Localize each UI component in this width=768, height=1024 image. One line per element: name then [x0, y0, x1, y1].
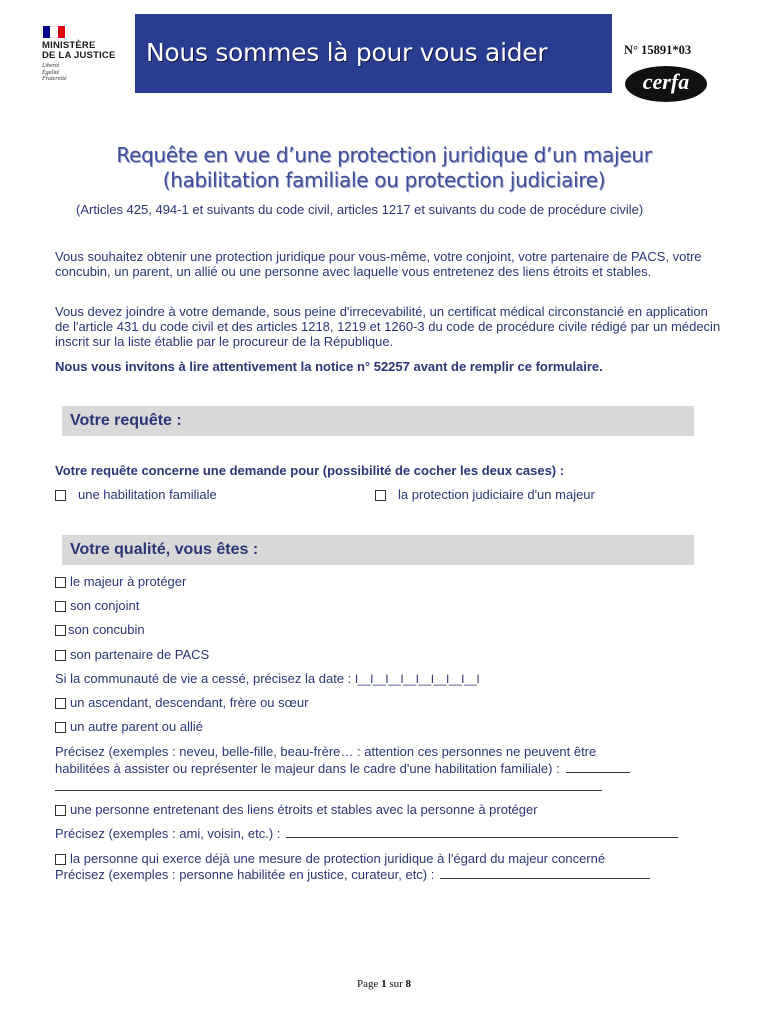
option-mesure-existante[interactable]	[55, 850, 605, 867]
option-label: son partenaire de PACS	[70, 647, 210, 662]
option-label: son conjoint	[70, 598, 140, 613]
option-label: le majeur à protéger	[70, 574, 187, 589]
option-autre-parent[interactable]	[55, 718, 203, 735]
checkbox[interactable]	[55, 577, 66, 588]
option-ascendant[interactable]	[55, 694, 308, 711]
header-banner	[135, 14, 612, 93]
precise-liens-row	[55, 825, 678, 842]
checkbox[interactable]	[55, 625, 66, 636]
date-field[interactable]: I__I__I__I__I__I__I__I__I	[354, 672, 480, 686]
french-flag-icon	[43, 26, 65, 38]
cerfa-logo-text: cerfa	[642, 69, 690, 94]
motto-egalite: Égalité	[42, 69, 60, 76]
requete-question: Votre requête concerne une demande pour (possibilité de cocher les deux cases) :	[55, 463, 565, 478]
page-word: Page	[356, 978, 379, 990]
precise-parent-field-continued[interactable]	[55, 790, 602, 791]
separation-date-row	[55, 670, 479, 688]
legal-references: (Articles 425, 494-1 et suivants du code civil, articles 1217 et suivants du code de procédure civile)	[76, 202, 644, 217]
banner-text: Nous sommes là pour vous aider	[146, 38, 548, 67]
precise-liens-label: Précisez (exemples : ami, voisin, etc.) :	[55, 826, 281, 841]
page-footer	[0, 978, 768, 990]
checkbox[interactable]	[55, 698, 66, 709]
precise-parent-field[interactable]	[566, 760, 630, 773]
checkbox[interactable]	[55, 650, 66, 661]
ministry-logo	[42, 26, 128, 86]
page-number: 1	[381, 978, 387, 990]
precise-mesure-field[interactable]	[440, 866, 650, 879]
cerfa-number: N° 15891*03	[624, 43, 692, 57]
precise-mesure-row	[55, 866, 650, 883]
precise-parent-line1: Précisez (exemples : neveu, belle-fille, beau-frère… : attention ces personnes ne peuvent être	[55, 744, 597, 759]
document-title	[0, 143, 768, 193]
checkbox[interactable]	[55, 601, 66, 612]
checkbox[interactable]	[55, 490, 66, 501]
title-line2: (habilitation familiale ou protection judiciaire)	[162, 168, 606, 192]
option-protection-judiciaire[interactable]	[375, 486, 595, 503]
intro-paragraph-1: Vous souhaitez obtenir une protection juridique pour vous-même, votre conjoint, votre partenaire de PACS, votre concubin, un parent, un allié ou une personne avec laquelle vous entretenez des liens étroits et stables.	[55, 249, 702, 279]
precise-parent-label: habilitées à assister ou représenter le majeur dans le cadre d'une habilitation familiale) :	[55, 761, 560, 776]
option-label: un ascendant, descendant, frère ou sœur	[70, 695, 309, 710]
page-total: 8	[405, 978, 412, 990]
cerfa-logo	[625, 66, 707, 102]
precise-liens-field[interactable]	[286, 825, 678, 838]
option-pacs[interactable]	[55, 646, 209, 663]
date-label: Si la communauté de vie a cessé, précisez la date :	[55, 671, 352, 686]
option-label: la personne qui exerce déjà une mesure de protection juridique à l'égard du majeur concerné	[70, 851, 606, 866]
ministry-name-line1: MINISTÈRE	[42, 40, 96, 51]
checkbox[interactable]	[55, 854, 66, 865]
motto-fraternite: Fraternité	[42, 76, 67, 82]
notice-instruction: Nous vous invitons à lire attentivement la notice n° 52257 avant de remplir ce formulaire.	[55, 359, 603, 374]
checkbox[interactable]	[55, 722, 66, 733]
option-label: la protection judiciaire d'un majeur	[398, 487, 595, 502]
option-majeur[interactable]	[55, 573, 186, 590]
section-heading-requete-text: Votre requête :	[70, 412, 182, 429]
option-liens-etroits[interactable]	[55, 801, 538, 818]
section-heading-requete	[62, 406, 694, 436]
of-word: sur	[389, 978, 403, 990]
option-label: son concubin	[68, 622, 145, 637]
option-habilitation-familiale[interactable]	[55, 486, 217, 503]
option-label: une personne entretenant des liens étroits et stables avec la personne à protéger	[70, 802, 538, 817]
checkbox[interactable]	[375, 490, 386, 501]
section-heading-qualite	[62, 535, 694, 565]
precise-mesure-label: Précisez (exemples : personne habilitée en justice, curateur, etc) :	[55, 867, 435, 882]
checkbox[interactable]	[55, 805, 66, 816]
section-heading-qualite-text: Votre qualité, vous êtes :	[70, 541, 259, 558]
motto-liberte: Liberté	[42, 63, 60, 69]
option-conjoint[interactable]	[55, 597, 139, 614]
precise-parent-line2	[55, 760, 630, 777]
intro-paragraph-2: Vous devez joindre à votre demande, sous peine d'irrecevabilité, un certificat médical circonstancié en application de l'article 431 du code civil et des articles 1218, 1219 et 1260-3 du code de procédure civile rédigé par un médecin inscrit sur la liste établie par le procureur de la République.	[55, 304, 721, 349]
option-label: un autre parent ou allié	[70, 719, 203, 734]
ministry-name-line2: DE LA JUSTICE	[42, 50, 116, 61]
title-line1: Requête en vue d’une protection juridique d’un majeur	[116, 143, 652, 167]
option-concubin[interactable]	[55, 621, 145, 638]
option-label: une habilitation familiale	[78, 487, 217, 502]
